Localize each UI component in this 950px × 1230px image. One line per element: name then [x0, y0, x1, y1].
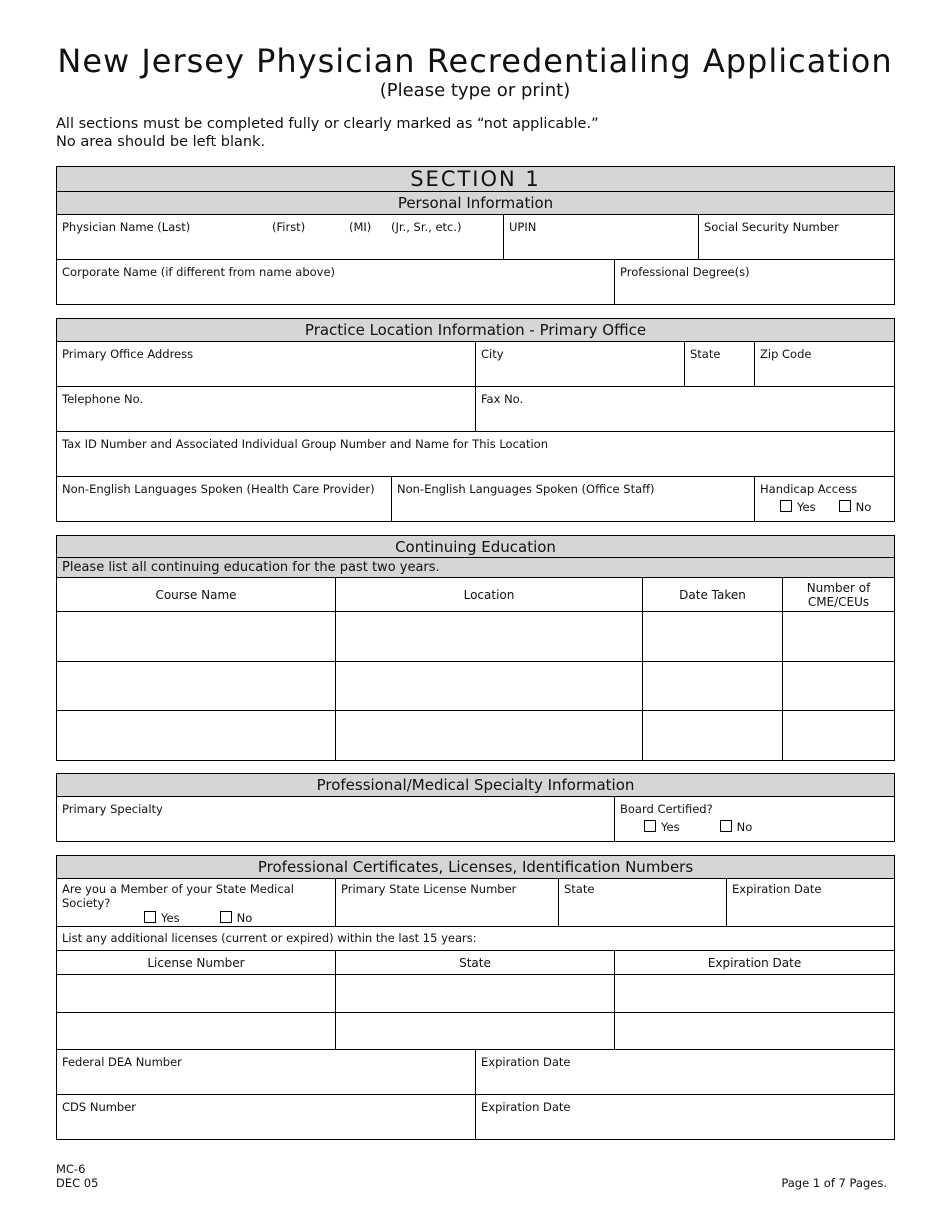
- practice-location-section: [56, 318, 894, 522]
- col-cme-line-2: CME/CEUs: [807, 594, 870, 609]
- course-name-cell[interactable]: [57, 612, 336, 662]
- state-field[interactable]: [685, 342, 755, 387]
- licenses-section: [56, 855, 894, 1140]
- handicap-no-label: No: [855, 500, 872, 514]
- handicap-yes-checkbox[interactable]: [780, 500, 792, 512]
- primary-license-label: Primary State License Number: [341, 882, 517, 896]
- zip-field[interactable]: [755, 342, 895, 387]
- board-certified-field: [615, 797, 895, 842]
- instruction-line-1: All sections must be completed fully or clearly marked as “not applicable.”: [56, 116, 599, 132]
- license-state-cell[interactable]: [336, 1013, 615, 1050]
- society-yes-option[interactable]: [144, 911, 216, 925]
- languages-provider-label: Non-English Languages Spoken (Health Care Provider): [62, 482, 375, 496]
- office-address-label: Primary Office Address: [62, 347, 194, 361]
- zip-label: Zip Code: [760, 347, 812, 361]
- languages-provider-field[interactable]: [57, 477, 392, 522]
- license-expiration-cell[interactable]: [615, 1013, 895, 1050]
- form-date: DEC 05: [56, 1176, 99, 1190]
- col-license-state: State: [336, 951, 615, 975]
- degree-field[interactable]: [615, 260, 895, 305]
- board-yes-checkbox[interactable]: [644, 820, 656, 832]
- location-cell[interactable]: [336, 662, 643, 711]
- license-state-cell[interactable]: [336, 975, 615, 1013]
- license-expiration-label: Expiration Date: [732, 882, 822, 896]
- state-society-label: Are you a Member of your State Medical Society?: [62, 882, 294, 910]
- col-date-taken: Date Taken: [643, 578, 783, 612]
- primary-license-field[interactable]: [336, 879, 559, 927]
- cds-number-field[interactable]: [57, 1095, 476, 1140]
- form-id-block: [56, 1162, 98, 1190]
- board-no-checkbox[interactable]: [720, 820, 732, 832]
- form-id: MC-6: [56, 1162, 86, 1176]
- dea-expiration-field[interactable]: [476, 1050, 895, 1095]
- section-1-personal-info: [56, 166, 894, 305]
- cme-cell[interactable]: [783, 612, 895, 662]
- license-state-field[interactable]: [559, 879, 727, 927]
- handicap-yes-option[interactable]: [780, 500, 835, 514]
- society-yes-checkbox[interactable]: [144, 911, 156, 923]
- name-last-label: Physician Name (Last): [62, 220, 191, 234]
- specialty-heading: Professional/Medical Specialty Information: [57, 774, 895, 797]
- board-certified-label: Board Certified?: [620, 802, 713, 816]
- cme-cell[interactable]: [783, 662, 895, 711]
- cds-expiration-field[interactable]: [476, 1095, 895, 1140]
- board-no-label: No: [736, 820, 753, 834]
- dea-number-field[interactable]: [57, 1050, 476, 1095]
- date-taken-cell[interactable]: [643, 711, 783, 761]
- education-row: [57, 612, 895, 662]
- office-address-field[interactable]: [57, 342, 476, 387]
- society-no-label: No: [236, 911, 253, 925]
- languages-staff-label: Non-English Languages Spoken (Office Staff): [397, 482, 655, 496]
- education-heading: Continuing Education: [57, 536, 895, 558]
- col-license-expiration: Expiration Date: [615, 951, 895, 975]
- handicap-yes-label: Yes: [797, 500, 816, 514]
- society-no-checkbox[interactable]: [220, 911, 232, 923]
- col-location: Location: [336, 578, 643, 612]
- upin-field[interactable]: [504, 215, 699, 260]
- date-taken-cell[interactable]: [643, 662, 783, 711]
- education-row: [57, 662, 895, 711]
- state-society-field: [57, 879, 336, 927]
- specialty-section: [56, 773, 894, 842]
- degree-label: Professional Degree(s): [620, 265, 750, 279]
- name-first-label: (First): [272, 220, 306, 234]
- col-cme-ceus: [783, 578, 895, 612]
- corporate-name-field[interactable]: [57, 260, 615, 305]
- fax-field[interactable]: [476, 387, 895, 432]
- handicap-access-field: [755, 477, 895, 522]
- handicap-no-checkbox[interactable]: [839, 500, 851, 512]
- name-suffix-label: (Jr., Sr., etc.): [391, 220, 462, 234]
- form-subtitle: (Please type or print): [379, 80, 571, 101]
- col-license-number: License Number: [57, 951, 336, 975]
- personal-info-heading: Personal Information: [57, 192, 895, 215]
- additional-licenses-note: [57, 927, 895, 951]
- ssn-field[interactable]: [699, 215, 895, 260]
- location-cell[interactable]: [336, 612, 643, 662]
- course-name-cell[interactable]: [57, 662, 336, 711]
- telephone-field[interactable]: [57, 387, 476, 432]
- name-mi-label: (MI): [349, 220, 372, 234]
- col-course-name: Course Name: [57, 578, 336, 612]
- license-row: [57, 1013, 895, 1050]
- license-expiration-field[interactable]: [727, 879, 895, 927]
- date-taken-cell[interactable]: [643, 612, 783, 662]
- handicap-no-option[interactable]: [839, 500, 872, 514]
- page-number: Page 1 of 7 Pages.: [781, 1176, 887, 1190]
- license-expiration-cell[interactable]: [615, 975, 895, 1013]
- form-title: New Jersey Physician Recredentialing Application: [57, 42, 893, 80]
- licenses-heading: Professional Certificates, Licenses, Identification Numbers: [57, 856, 895, 879]
- tax-id-label: Tax ID Number and Associated Individual Group Number and Name for This Location: [62, 437, 548, 451]
- board-no-option[interactable]: [720, 820, 753, 834]
- ssn-label: Social Security Number: [704, 220, 839, 234]
- cds-number-label: CDS Number: [62, 1100, 137, 1114]
- license-state-label: State: [564, 882, 595, 896]
- handicap-access-label: Handicap Access: [760, 482, 858, 496]
- society-yes-label: Yes: [161, 911, 180, 925]
- physician-name-field[interactable]: [57, 215, 504, 260]
- license-number-cell[interactable]: [57, 1013, 336, 1050]
- course-name-cell[interactable]: [57, 711, 336, 761]
- board-yes-option[interactable]: [644, 820, 716, 834]
- section-1-heading: SECTION 1: [57, 167, 895, 192]
- continuing-education-section: [56, 535, 894, 761]
- license-row: [57, 975, 895, 1013]
- license-number-cell[interactable]: [57, 975, 336, 1013]
- dea-number-label: Federal DEA Number: [62, 1055, 182, 1069]
- upin-label: UPIN: [509, 220, 537, 234]
- state-label: State: [690, 347, 721, 361]
- city-field[interactable]: [476, 342, 685, 387]
- corporate-name-label: Corporate Name (if different from name above): [62, 265, 336, 279]
- fax-label: Fax No.: [481, 392, 524, 406]
- education-note: Please list all continuing education for the past two years.: [57, 558, 895, 578]
- society-no-option[interactable]: [220, 911, 253, 925]
- dea-expiration-label: Expiration Date: [481, 1055, 571, 1069]
- cme-cell[interactable]: [783, 711, 895, 761]
- practice-heading: Practice Location Information - Primary Office: [57, 319, 895, 342]
- education-row: [57, 711, 895, 761]
- board-yes-label: Yes: [661, 820, 680, 834]
- location-cell[interactable]: [336, 711, 643, 761]
- telephone-label: Telephone No.: [62, 392, 144, 406]
- col-cme-line-1: Number of: [806, 580, 871, 595]
- languages-staff-field[interactable]: [392, 477, 755, 522]
- primary-specialty-label: Primary Specialty: [62, 802, 163, 816]
- cds-expiration-label: Expiration Date: [481, 1100, 571, 1114]
- primary-specialty-field[interactable]: [57, 797, 615, 842]
- tax-id-field[interactable]: [57, 432, 895, 477]
- additional-licenses-label: List any additional licenses (current or expired) within the last 15 years:: [62, 931, 477, 945]
- instruction-line-2: No area should be left blank.: [56, 134, 266, 150]
- city-label: City: [481, 347, 504, 361]
